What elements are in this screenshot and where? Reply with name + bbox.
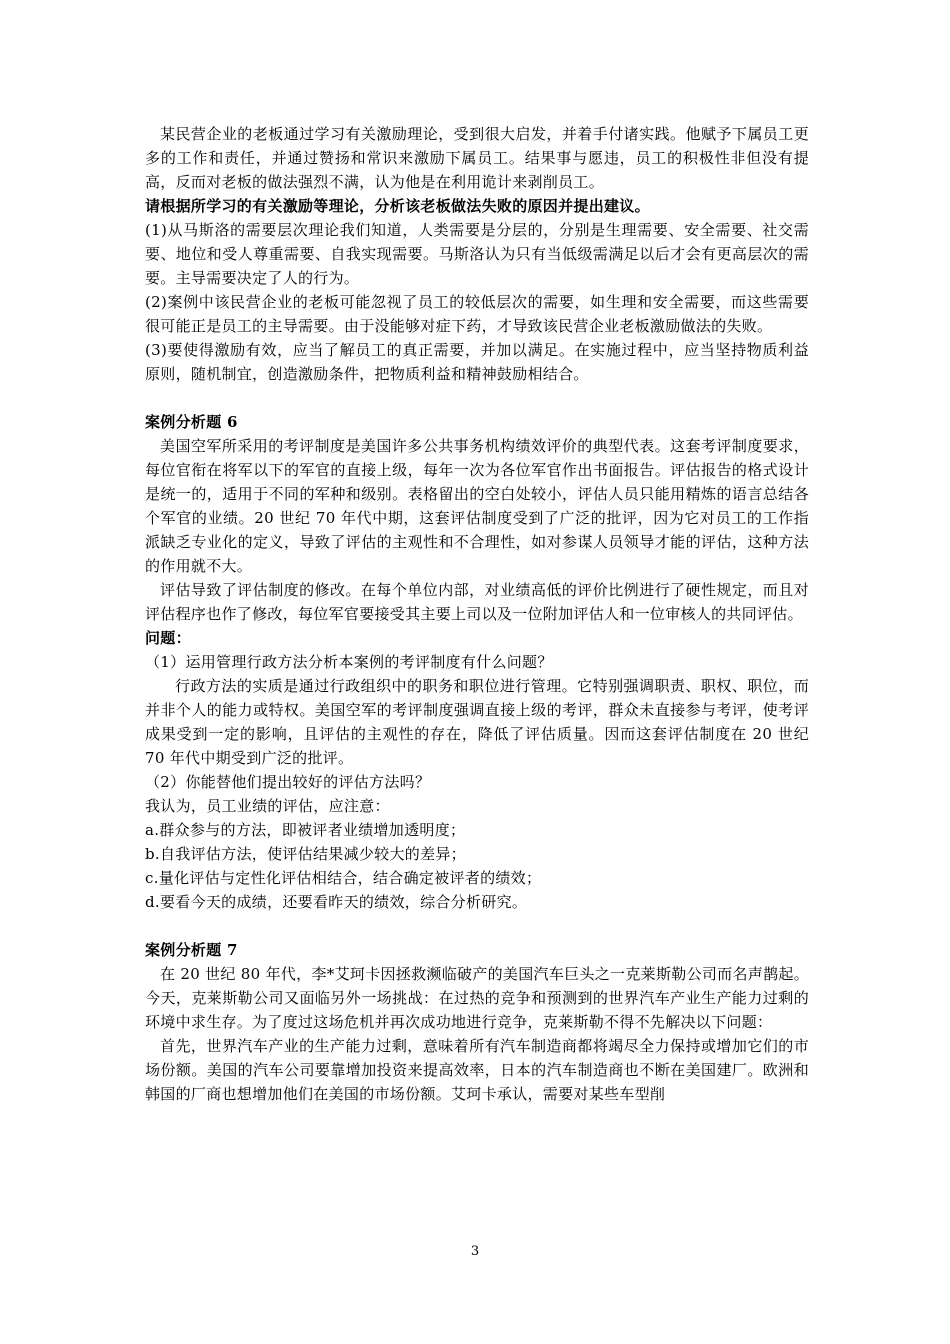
answer-2-item-c: c.量化评估与定性化评估相结合，结合确定被评者的绩效； [145,869,542,887]
answer-point-2: (2)案例中该民营企业的老板可能忽视了员工的较低层次的需要，如生理和安全需要，而这些需要很可能正是员工的主导需要。由于没能够对症下药，才导致该民营企业老板激励做法的失败。 [145,293,809,335]
case6-paragraph-2: 评估导致了评估制度的修改。在每个单位内部，对业绩高低的评价比例进行了硬性规定，而且对评估程序也作了修改，每位军官要接受其主要上司以及一位附加评估人和一位审核人的共同评估。 [145,581,809,623]
case-heading-7: 案例分析题 7 [145,941,238,959]
question-1: （1）运用管理行政方法分析本案例的考评制度有什么问题？ [145,653,553,671]
case-heading-6: 案例分析题 6 [145,413,238,431]
document-body [145,122,809,1106]
spacer [145,914,809,938]
question-2: （2）你能替他们提出较好的评估方法吗？ [145,773,431,791]
answer-point-3: (3)要使得激励有效，应当了解员工的真正需要，并加以满足。在实施过程中，应当坚持物质利益原则，随机制宜，创造激励条件，把物质利益和精神鼓励相结合。 [145,341,809,383]
case7-paragraph-1: 在 20 世纪 80 年代，李*艾珂卡因拯救濒临破产的美国汽车巨头之一克莱斯勒公司而名声鹊起。今天，克莱斯勒公司又面临另外一场挑战：在过热的竞争和预测到的世界汽车产业生产能力过剩的环境中求生存。为了度过这场危机并再次成功地进行竞争，克莱斯勒不得不先解决以下问题： [145,965,809,1031]
answer-2-intro: 我认为，员工业绩的评估，应注意： [145,797,390,815]
case6-paragraph-1: 美国空军所采用的考评制度是美国许多公共事务机构绩效评价的典型代表。这套考评制度要求，每位官衔在将军以下的军官的直接上级，每年一次为各位军官作出书面报告。评估报告的格式设计是统一的，适用于不同的军种和级别。表格留出的空白处较小，评估人员只能用精炼的语言总结各个军官的业绩。20 世纪 70 年代中期，这套评估制度受到了广泛的批评，因为它对员工的工作指派缺乏专业化的定义，导致了评估的主观性和不合理性，如对参谋人员领导才能的评估，这种方法的作用就不大。 [145,437,809,575]
page-number: 3 [470,1244,480,1259]
answer-1: 行政方法的实质是通过行政组织中的职务和职位进行管理。它特别强调职责、职权、职位，而并非个人的能力或特权。美国空军的考评制度强调直接上级的考评，群众未直接参与考评，使考评成果受到一定的影响，且评估的主观性的存在，降低了评估质量。因而这套评估制度在 20 世纪 70 年代中期受到广泛的批评。 [145,677,809,767]
paragraph-intro: 某民营企业的老板通过学习有关激励理论，受到很大启发，并着手付诸实践。他赋予下属员工更多的工作和责任，并通过赞扬和常识来激励下属员工。结果事与愿违，员工的积极性非但没有提高，反而对老板的做法强烈不满，认为他是在利用诡计来剥削员工。 [145,125,809,191]
answer-2-item-d: d.要看今天的成绩，还要看昨天的绩效，综合分析研究。 [145,893,528,911]
answer-point-1: (1)从马斯洛的需要层次理论我们知道，人类需要是分层的，分别是生理需要、安全需要、社交需要、地位和受人尊重需要、自我实现需要。马斯洛认为只有当低级需满足以后才会有更高层次的需要。主导需要决定了人的行为。 [145,221,809,287]
case7-paragraph-2: 首先，世界汽车产业的生产能力过剩，意味着所有汽车制造商都将竭尽全力保持或增加它们的市场份额。美国的汽车公司要靠增加投资来提高效率，日本的汽车制造商也不断在美国建厂。欧洲和韩国的厂商也想增加他们在美国的市场份额。艾珂卡承认，需要对某些车型削 [145,1037,809,1103]
question-heading: 请根据所学习的有关激励等理论，分析该老板做法失败的原因并提出建议。 [145,197,650,215]
spacer [145,386,809,410]
questions-heading: 问题： [145,629,191,647]
answer-2-item-b: b.自我评估方法，使评估结果减少较大的差异； [145,845,466,863]
answer-2-item-a: a.群众参与的方法，即被评者业绩增加透明度； [145,821,466,839]
